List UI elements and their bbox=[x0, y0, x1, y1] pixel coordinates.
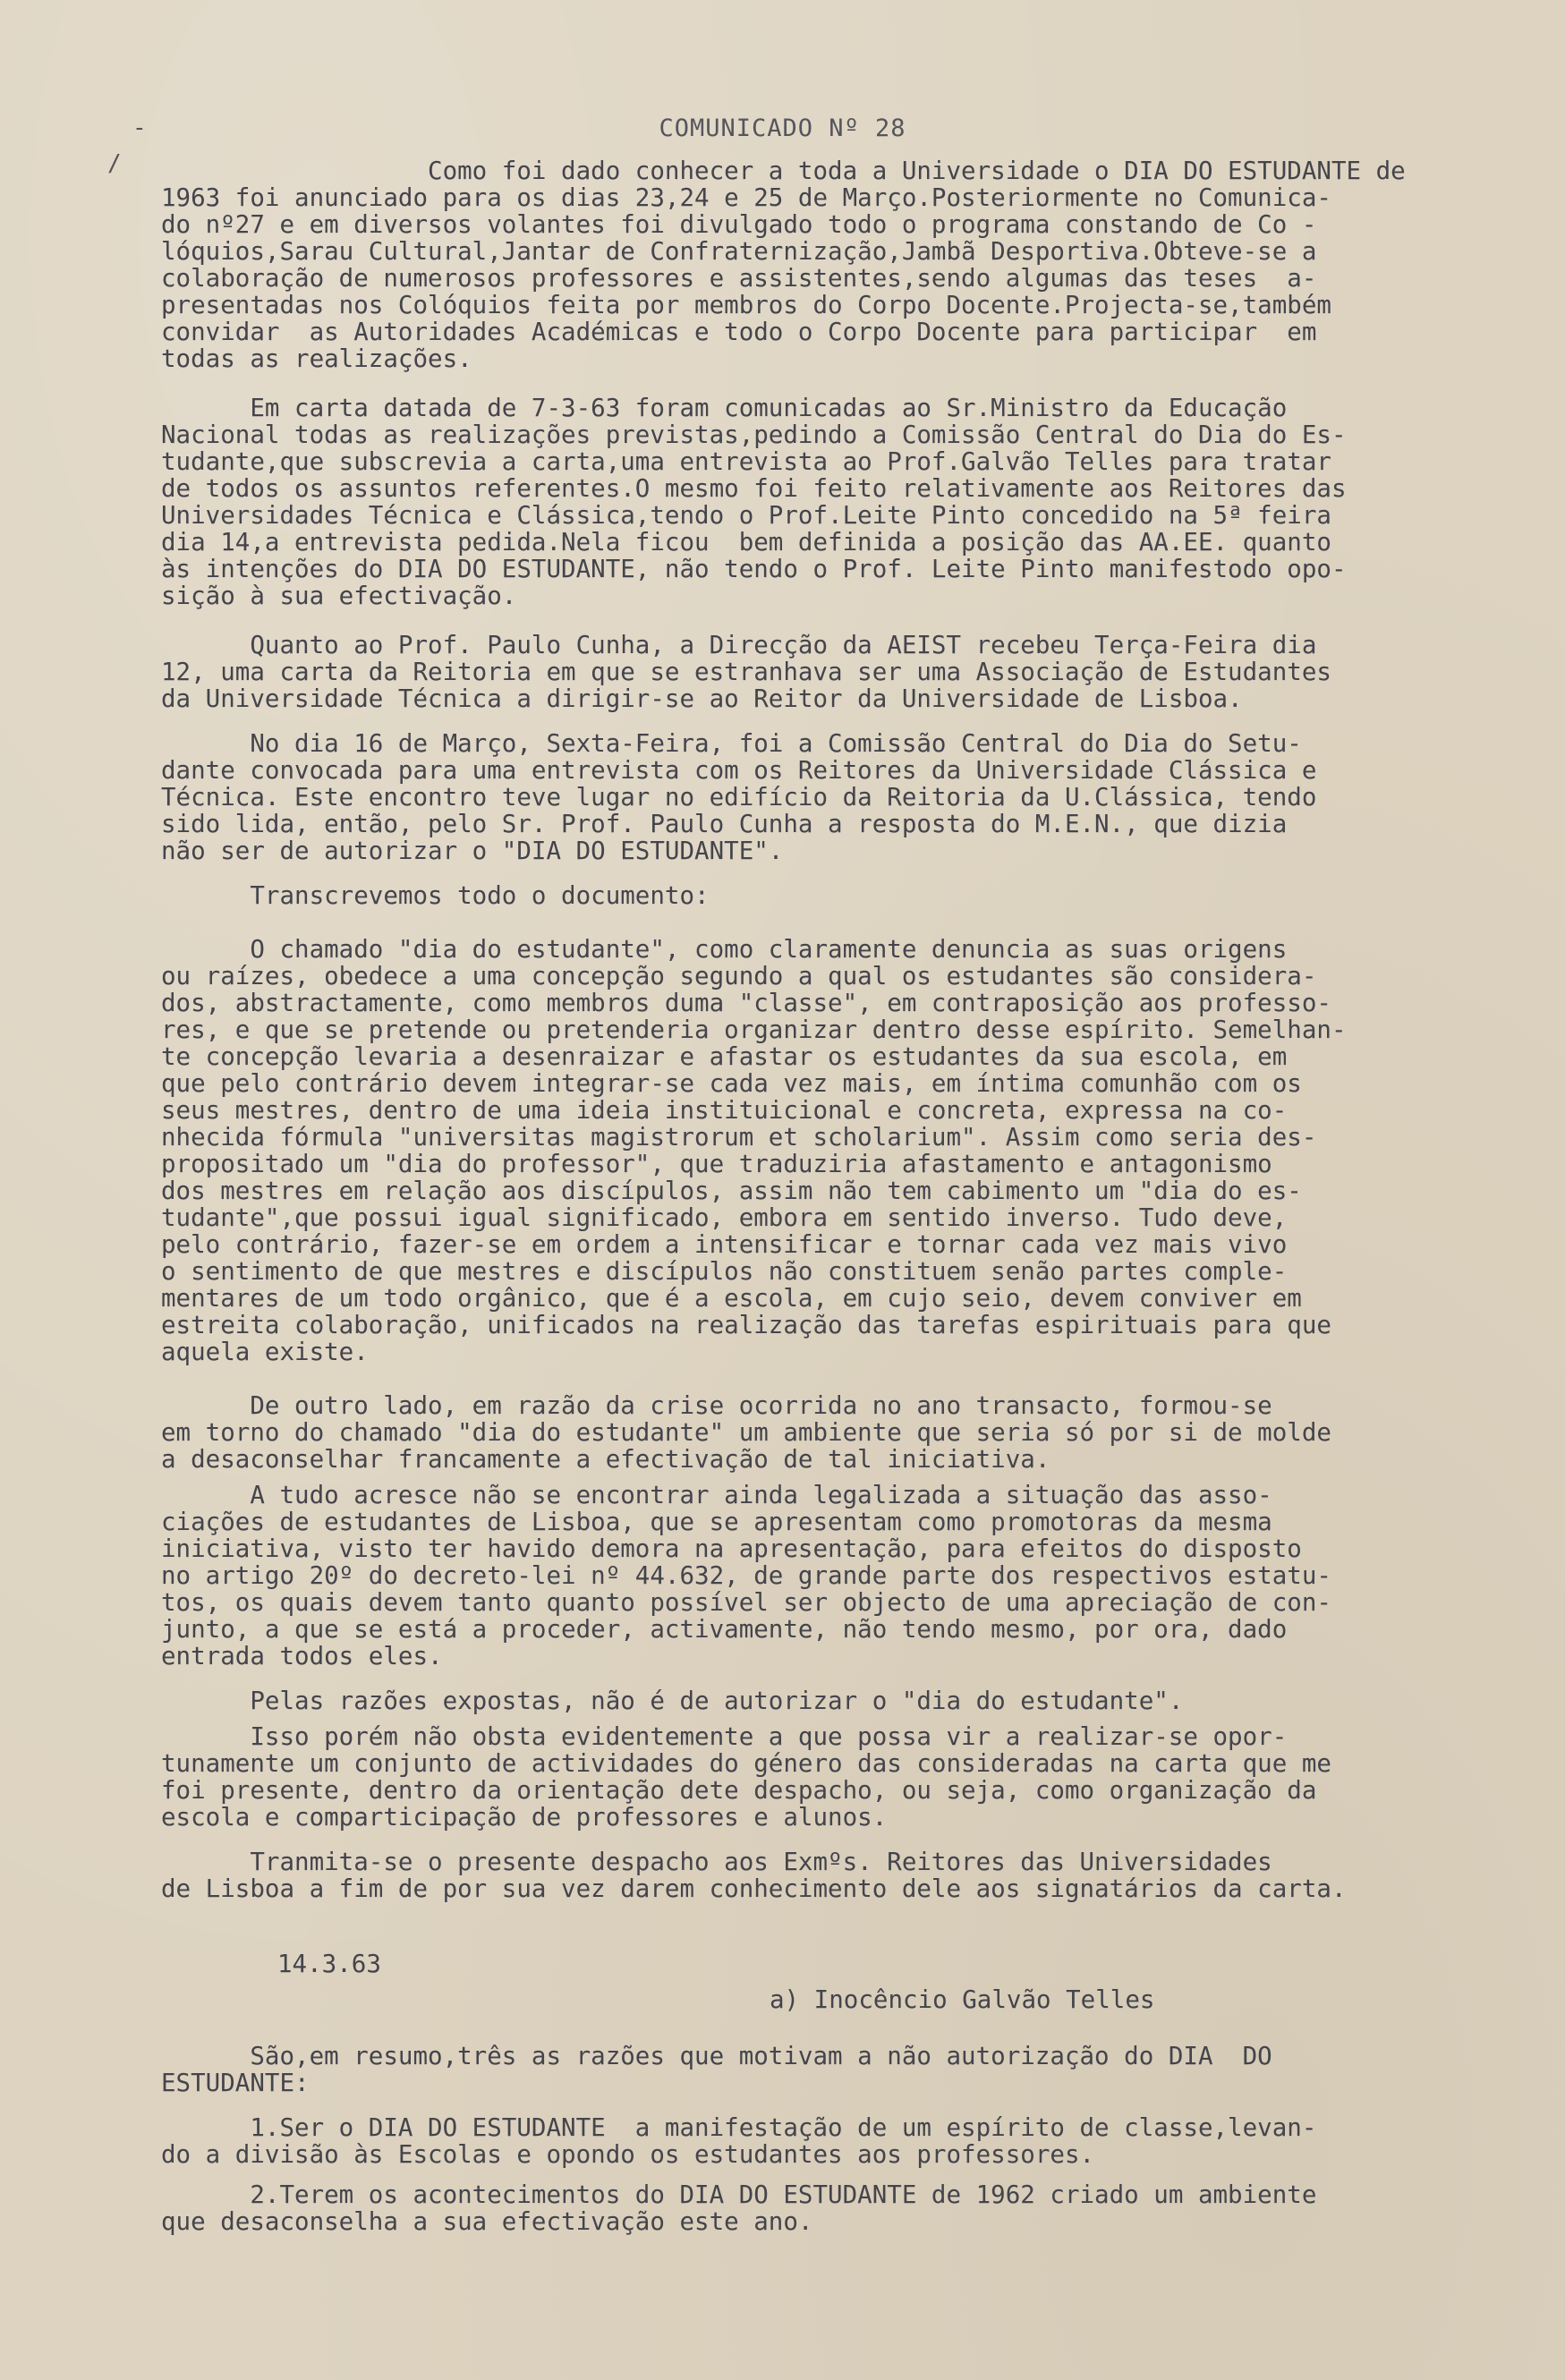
document-line: do nº27 e em diversos volantes foi divulgado todo o programa constando de Co - bbox=[161, 210, 1317, 239]
document-line: pelo contrário, fazer-se em ordem a intensificar e tornar cada vez mais vivo bbox=[161, 1230, 1288, 1259]
document-line: De outro lado, em razão da crise ocorrida no ano transacto, formou-se bbox=[161, 1391, 1272, 1420]
document-line: ou raízes, obedece a uma concepção segundo a qual os estudantes são considera- bbox=[161, 962, 1317, 990]
document-line: 1963 foi anunciado para os dias 23,24 e 25 de Março.Posteriormente no Comunica- bbox=[161, 183, 1331, 212]
document-line: No dia 16 de Março, Sexta-Feira, foi a Comissão Central do Dia do Setu- bbox=[161, 729, 1302, 758]
document-line: que desaconselha a sua efectivação este ano. bbox=[161, 2207, 813, 2236]
document-line: convidar as Autoridades Académicas e todo o Corpo Docente para participar em bbox=[161, 318, 1317, 346]
document-line: Tranmita-se o presente despacho aos Exmºs. Reitores das Universidades bbox=[161, 1848, 1272, 1876]
document-line: estreita colaboração, unificados na realização das tarefas espirituais para que bbox=[161, 1311, 1331, 1339]
document-line: te concepção levaria a desenraizar e afastar os estudantes da sua escola, em bbox=[161, 1042, 1288, 1071]
document-line: o sentimento de que mestres e discípulos não constituem senão partes comple- bbox=[161, 1257, 1288, 1286]
document-line: de todos os assuntos referentes.O mesmo foi feito relativamente aos Reitores das bbox=[161, 474, 1347, 503]
document-line: nhecida fórmula "universitas magistrorum et scholarium". Assim como seria des- bbox=[161, 1123, 1317, 1152]
handwritten-mark: - bbox=[132, 115, 147, 141]
document-line: São,em resumo,três as razões que motivam a não autorização do DIA DO bbox=[161, 2042, 1272, 2070]
document-line: aquela existe. bbox=[161, 1338, 369, 1366]
document-line: Como foi dado conhecer a toda a Universidade o DIA DO ESTUDANTE de bbox=[161, 157, 1406, 185]
document-line: O chamado "dia do estudante", como claramente denuncia as suas origens bbox=[161, 935, 1288, 964]
document-line: junto, a que se está a proceder, activamente, não tendo mesmo, por ora, dado bbox=[161, 1615, 1288, 1644]
document-line: iniciativa, visto ter havido demora na apresentação, para efeitos do disposto bbox=[161, 1534, 1302, 1563]
document-line: Isso porém não obsta evidentemente a que possa vir a realizar-se opor- bbox=[161, 1722, 1288, 1751]
document-line: dos mestres em relação aos discípulos, assim não tem cabimento um "dia do es- bbox=[161, 1177, 1302, 1205]
document-line: sição à sua efectivação. bbox=[161, 582, 517, 610]
document-line: ESTUDANTE: bbox=[161, 2069, 310, 2097]
document-line: Pelas razões expostas, não é de autorizar o "dia do estudante". bbox=[161, 1687, 1184, 1715]
document-line: tudante",que possui igual significado, embora em sentido inverso. Tudo deve, bbox=[161, 1203, 1288, 1232]
document-line: Transcrevemos todo o documento: bbox=[161, 881, 710, 910]
document-line: ciações de estudantes de Lisboa, que se apresentam como promotoras da mesma bbox=[161, 1508, 1272, 1536]
document-line: Universidades Técnica e Clássica,tendo o Prof.Leite Pinto concedido na 5ª feira bbox=[161, 501, 1331, 530]
document-line: às intenções do DIA DO ESTUDANTE, não tendo o Prof. Leite Pinto manifestodo opo- bbox=[161, 555, 1347, 583]
document-signature: a) Inocêncio Galvão Telles bbox=[770, 1985, 1155, 2014]
document-line: Nacional todas as realizações previstas,pedindo a Comissão Central do Dia do Es- bbox=[161, 421, 1347, 449]
handwritten-mark: / bbox=[107, 150, 122, 177]
document-line: escola e comparticipação de professores e alunos. bbox=[161, 1803, 888, 1832]
document-line: Em carta datada de 7-3-63 foram comunicadas ao Sr.Ministro da Educação bbox=[161, 394, 1288, 422]
document-line: tudante,que subscrevia a carta,uma entrevista ao Prof.Galvão Telles para tratar bbox=[161, 447, 1331, 476]
document-line: foi presente, dentro da orientação dete despacho, ou seja, como organização da bbox=[161, 1776, 1317, 1805]
document-line: Quanto ao Prof. Paulo Cunha, a Direcção da AEIST recebeu Terça-Feira dia bbox=[161, 631, 1317, 659]
document-line: dos, abstractamente, como membros duma "classe", em contraposição aos professo- bbox=[161, 989, 1331, 1017]
document-line: 12, uma carta da Reitoria em que se estranhava ser uma Associação de Estudantes bbox=[161, 658, 1331, 686]
document-line: da Universidade Técnica a dirigir-se ao Reitor da Universidade de Lisboa. bbox=[161, 684, 1243, 713]
document-date: 14.3.63 bbox=[277, 1950, 381, 1978]
document-line: presentadas nos Colóquios feita por membros do Corpo Docente.Projecta-se,também bbox=[161, 291, 1331, 319]
document-line: sido lida, então, pelo Sr. Prof. Paulo Cunha a resposta do M.E.N., que dizia bbox=[161, 810, 1288, 838]
document-line: no artigo 20º do decreto-lei nº 44.632, de grande parte dos respectivos estatu- bbox=[161, 1561, 1331, 1590]
document-line: colaboração de numerosos professores e assistentes,sendo algumas das teses a- bbox=[161, 264, 1317, 293]
document-line: mentares de um todo orgânico, que é a escola, em cujo seio, devem conviver em bbox=[161, 1284, 1302, 1313]
document-line: Técnica. Este encontro teve lugar no edifício da Reitoria da U.Clássica, tendo bbox=[161, 783, 1317, 812]
document-title: COMUNICADO Nº 28 bbox=[659, 115, 906, 142]
document-line: A tudo acresce não se encontrar ainda legalizada a situação das asso- bbox=[161, 1481, 1272, 1509]
document-line: entrada todos eles. bbox=[161, 1642, 443, 1670]
document-line: dante convocada para uma entrevista com os Reitores da Universidade Clássica e bbox=[161, 756, 1317, 785]
document-line: 2.Terem os acontecimentos do DIA DO ESTUDANTE de 1962 criado um ambiente bbox=[161, 2180, 1317, 2209]
document-line: tos, os quais devem tanto quanto possível ser objecto de uma apreciação de con- bbox=[161, 1588, 1331, 1617]
document-line: que pelo contrário devem integrar-se cada vez mais, em íntima comunhão com os bbox=[161, 1069, 1302, 1098]
document-line: não ser de autorizar o "DIA DO ESTUDANTE". bbox=[161, 837, 784, 865]
document-line: a desaconselhar francamente a efectivação de tal iniciativa. bbox=[161, 1445, 1050, 1474]
document-line: res, e que se pretende ou pretenderia organizar dentro desse espírito. Semelhan- bbox=[161, 1016, 1347, 1044]
document-line: de Lisboa a fim de por sua vez darem conhecimento dele aos signatários da carta. bbox=[161, 1874, 1347, 1903]
document-line: 1.Ser o DIA DO ESTUDANTE a manifestação de um espírito de classe,levan- bbox=[161, 2113, 1317, 2142]
document-line: todas as realizações. bbox=[161, 344, 472, 373]
document-line: tunamente um conjunto de actividades do género das consideradas na carta que me bbox=[161, 1749, 1331, 1778]
document-line: do a divisão às Escolas e opondo os estudantes aos professores. bbox=[161, 2140, 1095, 2169]
document-line: propositado um "dia do professor", que traduziria afastamento e antagonismo bbox=[161, 1150, 1272, 1178]
document-line: dia 14,a entrevista pedida.Nela ficou bem definida a posição das AA.EE. quanto bbox=[161, 528, 1331, 557]
document-line: lóquios,Sarau Cultural,Jantar de Confraternização,Jambã Desportiva.Obteve-se a bbox=[161, 237, 1317, 266]
document-line: seus mestres, dentro de uma ideia instituicional e concreta, expressa na co- bbox=[161, 1096, 1288, 1125]
document-line: em torno do chamado "dia do estudante" um ambiente que seria só por si de molde bbox=[161, 1418, 1331, 1447]
